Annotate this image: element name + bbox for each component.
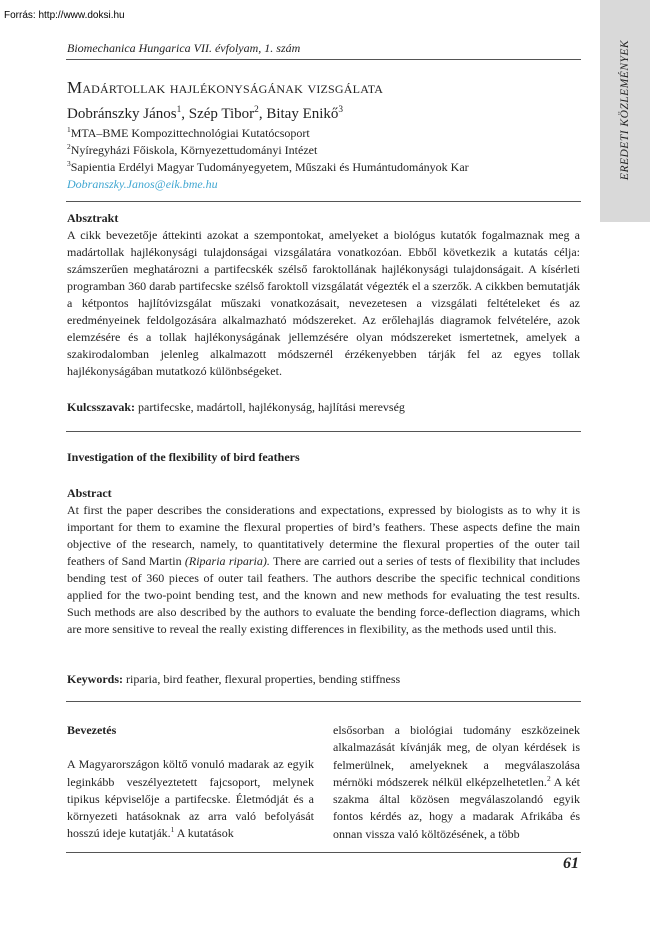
abstract-en-text: At first the paper describes the considerations and expectations, expressed by biologists as to why it is important for them to examine the flexural properties of bird’s feathers. These aspects define the main objective of the research, namely, to quantitatively determine the flexural properties of the outer tail feathers of Sand Martin (Riparia riparia). There are carried out a series of tests of flexibility that includes bending test of 360 pieces of outer tail feathers. The authors describe the specific technical conditions applied for the two-point bending test, and the known and new methods for evaluating the test results. Such methods are also described by the authors to evaluate the bending force-deflection diagrams, which are more sensitive to reveal the really existing differences in flexibility, as the methods used until this. (67, 503, 580, 636)
author-affil-ref: 1 (176, 105, 182, 115)
keywords-hu (67, 399, 580, 416)
page-number: 61 (563, 855, 579, 872)
abstract-hu (67, 210, 580, 380)
author-email-link[interactable]: Dobranszky.Janos@eik.bme.hu (67, 177, 218, 191)
intro-heading: Bevezetés (67, 723, 117, 737)
author-affil-ref: 3 (338, 105, 344, 115)
keywords-en-label: Keywords: (67, 672, 123, 686)
journal-header: Biomechanica Hungarica VII. évfolyam, 1. szám (67, 41, 301, 55)
intro-left-column (67, 722, 314, 843)
article-title: Madártollak hajlékonyságának vizsgálata (67, 78, 384, 97)
section-rule (66, 201, 581, 202)
english-title: Investigation of the flexibility of bird feathers (67, 450, 300, 464)
abstract-hu-text: A cikk bevezetője áttekinti azokat a szempontokat, amelyeket a biológus kutatók fogalmaznak meg a madártollak hajlékonysági tulajdonságai vizsgálatára vonatkozóan. Ebből következik a kutatás célja: számszerűen meghatározni a partifecskék szélső faroktollának hajlékonysági tulajdonságait. A kísérleti programban 360 darab partifecske szélső faroktoll vizsgálatát végezték el a szerzők. A cikkben bemutatják a kétpontos hajlítóvizsgálat műszaki vonatkozásait, nevezetesen a vizsgálati feltételeket és az eredményeinek feldolgozására alkalmazható módszereket. Az erőlehajlás diagramok felvételére, azok elemzésére és a tollak hajlékonyságának jellemzésére olyan módszereket ismertetnek, amelyek a szakirodalomban jelenleg alkalmazott módszernél érzékenyebben tárják fel az egyes tollak hajlékonyságában mutatkozó különbségeket. (67, 228, 580, 378)
species-name: (Riparia riparia). (184, 554, 270, 568)
source-label: Forrás: http://www.doksi.hu (4, 10, 125, 21)
abstract-hu-heading: Absztrakt (67, 211, 119, 225)
abstract-en-heading: Abstract (67, 486, 112, 500)
keywords-en-text: riparia, bird feather, flexural properties, bending stiffness (123, 672, 401, 686)
citation-ref: 2 (546, 773, 551, 783)
author-name: Szép Tibor (188, 106, 255, 122)
author-affil-ref: 2 (254, 105, 259, 115)
keywords-hu-label: Kulcsszavak: (67, 400, 136, 414)
keywords-en (67, 671, 580, 688)
affiliation-item: $^2$Nyíregyházi Főiskola, Környezettudományi Intézet (67, 142, 318, 157)
section-side-tab-label: EREDETI KÖZLEMÉNYEK (619, 39, 631, 181)
section-rule (66, 431, 581, 432)
author-list: Dobránszky János$^1$, Szép Tibor$^2$, Bitay Enikő$^3$ (67, 105, 344, 122)
affiliation-list (67, 125, 469, 193)
footer-rule (66, 852, 581, 853)
abstract-en (67, 485, 580, 638)
intro-left-text: A Magyarországon költő vonuló madarak az egyik leginkább veszélyeztetett fajcsoport, melynek tipikus képviselője a partifecske. Életmódját és a környezeti hatásoknak az arra való befolyását hosszú ideje kutatják.$^1$ A kutatások (67, 757, 314, 841)
intro-right-column: elsősorban a biológiai tudomány eszközeinek alkalmazását kívánják meg, de olyan kérdések is felmerülnek, amelyeknek a megválaszolása mérnöki módszerek nélkül elképzelhetetlen.$^2$ A két szakma által közösen megválaszolandó egyik fontos kérdés az, hogy a madarak Afrikába és onnan vissza való költözésének, a több (333, 723, 581, 841)
header-rule (66, 59, 581, 60)
author-name: Bitay Enikő (266, 106, 339, 122)
section-rule (66, 701, 581, 702)
affiliation-item: $^1$MTA–BME Kompozittechnológiai Kutatócsoport (67, 125, 310, 140)
citation-ref: 1 (170, 825, 175, 835)
author-name: Dobránszky János (67, 106, 177, 122)
keywords-hu-text: partifecske, madártoll, hajlékonyság, hajlítási merevség (135, 400, 405, 414)
affiliation-item: $^3$Sapientia Erdélyi Magyar Tudományegyetem, Műszaki és Humántudományok Kar (67, 159, 469, 174)
